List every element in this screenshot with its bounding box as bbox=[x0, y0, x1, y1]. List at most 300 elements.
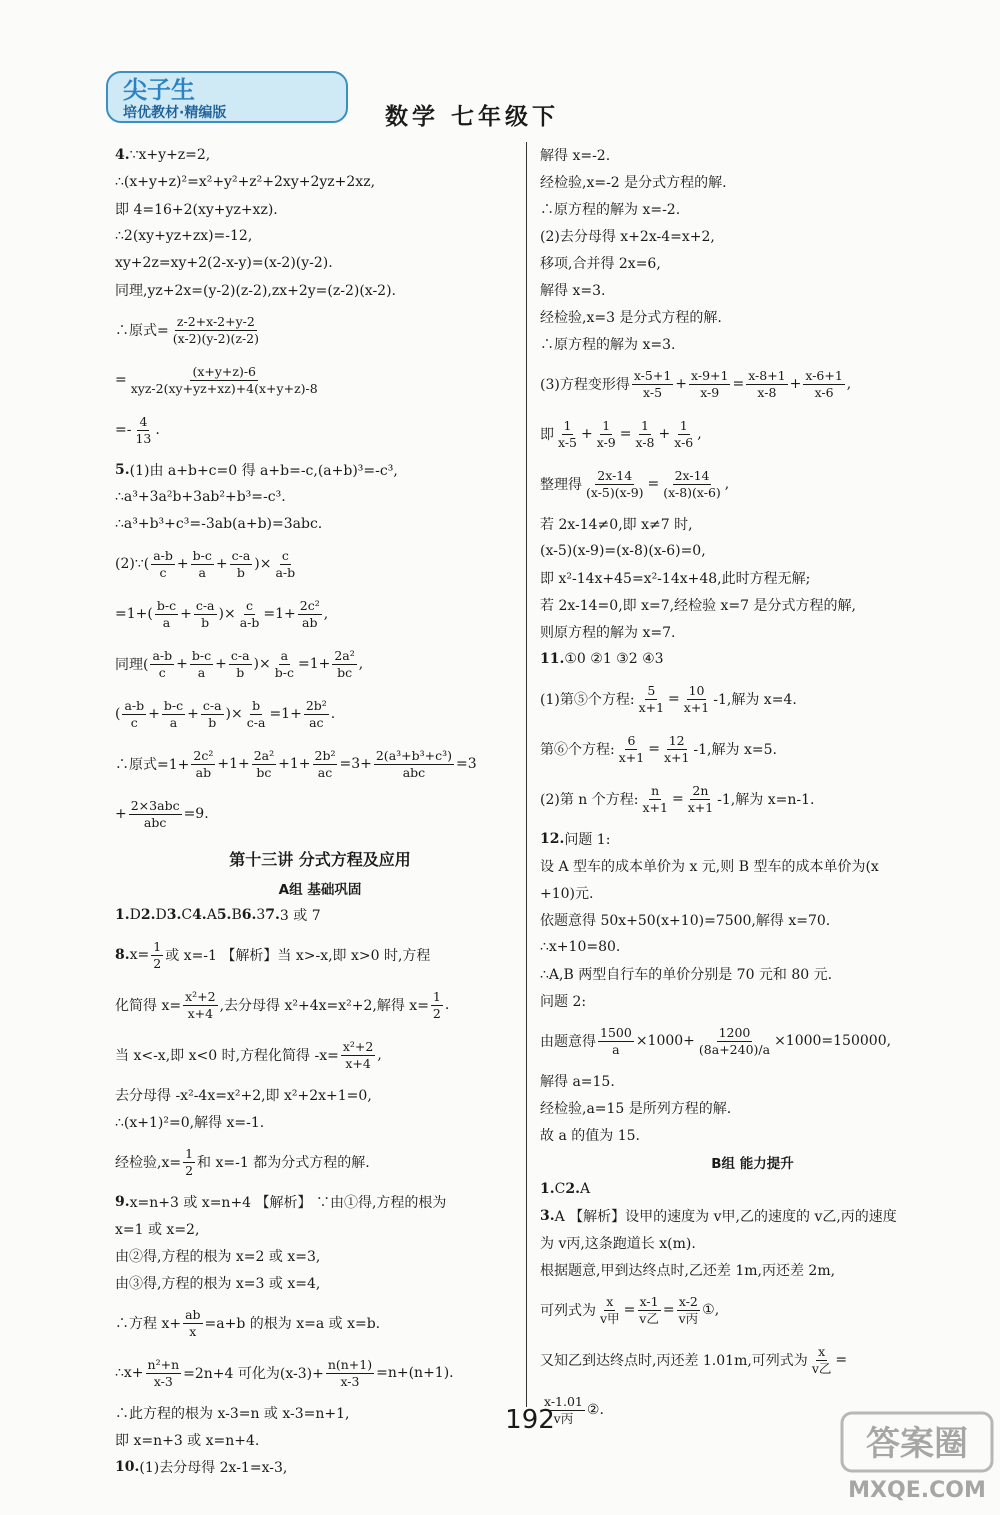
text-line bbox=[115, 357, 525, 403]
fraction bbox=[677, 1294, 701, 1326]
fraction-numerator: a-b bbox=[153, 547, 173, 563]
text-line bbox=[540, 1337, 965, 1383]
fraction bbox=[122, 698, 146, 730]
text-line bbox=[115, 1400, 525, 1426]
fraction bbox=[803, 368, 844, 400]
item-number: 2. bbox=[565, 1181, 580, 1197]
fraction bbox=[245, 698, 268, 730]
text-run: =3+ bbox=[339, 756, 372, 772]
text-line bbox=[540, 619, 965, 645]
fraction-numerator: 5 bbox=[647, 682, 656, 698]
text-run: 由题意得 bbox=[540, 1034, 596, 1050]
text-run: 即 4=16+2(xy+yz+xz). bbox=[115, 202, 278, 218]
fraction-numerator: 1500 bbox=[600, 1024, 632, 1040]
text-run: ∴此方程的根为 x-3=n 或 x-3=n+1, bbox=[115, 1406, 350, 1422]
text-line bbox=[540, 853, 965, 879]
fraction-numerator: b-c bbox=[163, 697, 184, 713]
text-run: 去分母得 -x²-4x=x²+2,即 x²+2x+1=0, bbox=[115, 1088, 372, 1104]
text-run: + bbox=[581, 426, 593, 442]
fraction-denominator: x-3 bbox=[340, 1373, 360, 1389]
fraction-denominator: c bbox=[158, 664, 166, 680]
fraction-denominator: bc bbox=[256, 764, 272, 780]
fraction bbox=[183, 1146, 195, 1178]
fraction bbox=[326, 1357, 374, 1389]
fraction-denominator: b bbox=[208, 714, 217, 730]
fraction-numerator: ab bbox=[185, 1306, 201, 1322]
fraction bbox=[155, 598, 178, 630]
fraction-denominator: b bbox=[201, 614, 210, 630]
logo-title: 尖子生 bbox=[123, 76, 195, 104]
text-line bbox=[540, 826, 965, 852]
text-run: , bbox=[846, 376, 852, 392]
text-run: 整理得 bbox=[540, 477, 582, 493]
book-title: 数学 七年级下 bbox=[385, 104, 560, 130]
text-run: A组 基础巩固 bbox=[278, 882, 362, 898]
fraction-numerator: 1 bbox=[563, 417, 572, 433]
text-line bbox=[115, 457, 525, 483]
text-run: )× bbox=[218, 606, 236, 622]
text-run: ∴A,B 两型自行车的单价分别是 70 元和 80 元. bbox=[540, 967, 833, 983]
text-run: 根据题意,甲到达终点时,乙还差 1m,丙还差 2m, bbox=[540, 1263, 836, 1279]
fraction-denominator: x+1 bbox=[683, 699, 710, 715]
text-run: 经检验,a=15 是所列方程的解. bbox=[540, 1101, 732, 1117]
fraction-denominator: x-8 bbox=[635, 434, 655, 450]
fraction bbox=[697, 1025, 772, 1057]
fraction bbox=[298, 598, 322, 630]
fraction bbox=[313, 748, 338, 780]
fraction-numerator: 2c² bbox=[299, 597, 320, 613]
text-line bbox=[115, 982, 525, 1028]
text-run: (3)方程变形得 bbox=[540, 377, 630, 393]
fraction bbox=[190, 648, 213, 680]
fraction-denominator: (x-5)(x-9) bbox=[586, 484, 644, 500]
fraction-denominator: x+4 bbox=[345, 1055, 371, 1071]
item-number: 4. bbox=[115, 147, 130, 163]
fraction bbox=[556, 418, 579, 450]
fraction bbox=[171, 314, 261, 346]
fraction bbox=[201, 698, 224, 730]
fraction-numerator: c bbox=[246, 597, 254, 613]
text-line bbox=[115, 1189, 525, 1215]
fraction bbox=[150, 648, 174, 680]
text-run: ∴x+ bbox=[115, 1365, 144, 1381]
fraction-numerator: 2b² bbox=[305, 697, 327, 713]
text-run: (x-5)(x-9)=(x-8)(x-6)=0, bbox=[540, 543, 706, 559]
fraction-numerator: b bbox=[252, 697, 261, 713]
text-line bbox=[540, 1176, 965, 1202]
fraction-denominator: abc bbox=[402, 764, 426, 780]
text-line bbox=[540, 1257, 965, 1283]
item-number: 2. bbox=[140, 907, 156, 923]
text-line bbox=[540, 1095, 965, 1121]
text-line bbox=[115, 307, 525, 353]
text-run: , bbox=[724, 476, 730, 492]
fraction-numerator: x-8+1 bbox=[748, 367, 786, 383]
text-line bbox=[540, 934, 965, 960]
text-run: 依题意得 50x+50(x+10)=7500,解得 x=70. bbox=[540, 913, 831, 929]
text-run: 3 或 7 bbox=[279, 908, 321, 924]
fraction-denominator: x+1 bbox=[642, 799, 668, 815]
text-run: , bbox=[697, 426, 702, 442]
page-number: 192 bbox=[505, 1405, 555, 1435]
text-run: x=n+3 或 x=n+4 【解析】 ∵由①得,方程的根为 bbox=[129, 1195, 447, 1211]
fraction-denominator: c-a bbox=[246, 714, 266, 730]
fraction bbox=[598, 1294, 622, 1326]
text-run: 同理,yz+2x=(y-2)(z-2),zx+2y=(z-2)(x-2). bbox=[115, 283, 397, 299]
fraction bbox=[238, 598, 262, 630]
fraction-denominator: x-5 bbox=[558, 434, 578, 450]
fraction-numerator: 1200 bbox=[718, 1024, 751, 1040]
text-run: 又知乙到达终点时,丙还差 1.01m,可列式为 bbox=[540, 1353, 808, 1369]
fraction-denominator: x+1 bbox=[638, 699, 665, 715]
text-run: )× bbox=[254, 556, 272, 572]
fraction-numerator: 2×3abc bbox=[130, 797, 180, 813]
fraction-numerator: 1 bbox=[641, 417, 649, 433]
text-run: = bbox=[671, 791, 684, 807]
fraction bbox=[689, 368, 730, 400]
text-run: 移项,合并得 2x=6, bbox=[540, 256, 661, 272]
text-line bbox=[115, 1350, 525, 1396]
text-run: 经检验,x=-2 是分式方程的解. bbox=[540, 175, 727, 191]
text-line bbox=[540, 646, 965, 672]
text-run: 设 A 型车的成本单价为 x 元,则 B 型车的成本单价为(x bbox=[540, 859, 879, 875]
text-run: , bbox=[323, 606, 329, 622]
text-run: 同理( bbox=[115, 657, 149, 673]
text-run: ∴a³+3a²b+3ab²+b³=-c³. bbox=[115, 489, 286, 505]
fraction-numerator: b-c bbox=[192, 547, 212, 563]
watermark-text: 答案圈 bbox=[866, 1424, 968, 1464]
text-run: A 【解析】设甲的速度为 v甲,乙的速度的 v乙,丙的速度 bbox=[554, 1209, 897, 1225]
text-run: =1+ bbox=[297, 656, 331, 672]
text-run: ∴原式=1+ bbox=[115, 757, 190, 773]
fraction-numerator: 1 bbox=[679, 417, 688, 433]
text-run: . bbox=[155, 422, 160, 438]
text-run: B组 能力提升 bbox=[711, 1156, 794, 1172]
fraction bbox=[810, 1344, 834, 1376]
fraction-denominator: x-6 bbox=[814, 384, 834, 400]
item-number: 1. bbox=[115, 907, 130, 923]
text-run: + bbox=[187, 706, 199, 722]
text-run: xy+2z=xy+2(2-x-y)=(x-2)(y-2). bbox=[115, 255, 333, 271]
text-run: D bbox=[129, 907, 141, 923]
text-run: 即 bbox=[540, 427, 554, 443]
fraction bbox=[617, 733, 646, 765]
text-run: ∴原方程的解为 x=-2. bbox=[540, 202, 681, 218]
text-run: 可列式为 bbox=[540, 1303, 596, 1319]
text-line bbox=[540, 776, 965, 822]
fraction bbox=[162, 698, 185, 730]
item-number: 3. bbox=[540, 1208, 555, 1224]
page-header bbox=[105, 68, 905, 128]
text-run: =1+ bbox=[263, 606, 296, 622]
text-run: 第十三讲 分式方程及应用 bbox=[229, 849, 411, 869]
text-run: = bbox=[732, 376, 745, 392]
fraction-numerator: (x+y+z)-6 bbox=[192, 363, 257, 379]
text-line bbox=[115, 142, 525, 168]
text-run: ∴原方程的解为 x=3. bbox=[540, 337, 676, 353]
text-run: =a+b 的根为 x=a 或 x=b. bbox=[204, 1316, 381, 1332]
item-number: 12. bbox=[540, 831, 565, 847]
text-line bbox=[115, 1082, 525, 1108]
item-number: 6. bbox=[241, 907, 257, 923]
text-run: 即 x=n+3 或 x=n+4. bbox=[115, 1433, 260, 1449]
text-run: (2)∵( bbox=[115, 556, 150, 572]
text-run: ,去分母得 x²+4x=x²+2,解得 x= bbox=[219, 998, 429, 1014]
text-run: ∴原式= bbox=[115, 323, 169, 339]
text-run: 问题 2: bbox=[540, 994, 587, 1010]
text-run: . bbox=[444, 997, 450, 1013]
text-run: A bbox=[579, 1181, 591, 1197]
text-line bbox=[540, 511, 965, 537]
fraction bbox=[230, 548, 253, 580]
fraction bbox=[183, 989, 218, 1021]
text-run: +1+ bbox=[278, 756, 311, 772]
fraction-denominator: x-5 bbox=[643, 384, 663, 400]
text-run: 第⑥个方程: bbox=[540, 742, 615, 758]
fraction bbox=[183, 1307, 202, 1339]
text-line bbox=[115, 741, 525, 787]
subsection-heading bbox=[115, 875, 525, 901]
fraction-numerator: z-2+x-2+y-2 bbox=[176, 313, 255, 329]
text-run: -1,解为 x=n-1. bbox=[717, 792, 815, 808]
item-number: 5. bbox=[115, 462, 130, 478]
fraction-denominator: 13 bbox=[135, 430, 152, 446]
fraction bbox=[637, 1294, 661, 1326]
fraction bbox=[304, 698, 329, 730]
fraction-denominator: a-b bbox=[239, 614, 260, 630]
fraction-numerator: a-b bbox=[152, 647, 173, 663]
item-number: 4. bbox=[192, 907, 207, 923]
fraction-numerator: x²+2 bbox=[185, 988, 216, 1004]
item-number: 1. bbox=[540, 1181, 555, 1197]
fraction-numerator: 2n bbox=[692, 782, 709, 798]
fraction-denominator: a bbox=[612, 1041, 620, 1057]
fraction-numerator: b-c bbox=[191, 647, 212, 663]
text-line bbox=[540, 304, 965, 330]
fraction bbox=[129, 364, 320, 396]
item-number: 9. bbox=[115, 1194, 130, 1210]
logo-subtitle: 培优教材·精编版 bbox=[123, 105, 227, 121]
fraction-denominator: b bbox=[236, 664, 245, 680]
text-run: ∴2(xy+yz+zx)=-12, bbox=[115, 228, 253, 244]
fraction-numerator: a bbox=[280, 647, 289, 663]
text-run: 由②得,方程的根为 x=2 或 x=3, bbox=[115, 1249, 321, 1265]
text-run: = bbox=[648, 741, 660, 757]
text-run: )× bbox=[225, 706, 243, 722]
fraction-numerator: x bbox=[606, 1293, 614, 1309]
text-line bbox=[115, 1427, 525, 1453]
text-run: A bbox=[206, 907, 217, 923]
fraction-denominator: x-3 bbox=[153, 1373, 173, 1389]
fraction bbox=[229, 648, 252, 680]
fraction-denominator: c bbox=[130, 714, 138, 730]
text-run: x= bbox=[129, 947, 150, 963]
text-line bbox=[540, 461, 965, 507]
text-run: 经检验,x= bbox=[115, 1155, 182, 1171]
text-run: 化简得 x= bbox=[115, 998, 182, 1014]
text-run: =1+( bbox=[115, 606, 153, 622]
fraction-denominator: ac bbox=[317, 764, 333, 780]
fraction bbox=[595, 418, 618, 450]
text-line bbox=[115, 250, 525, 276]
text-line bbox=[540, 565, 965, 591]
fraction bbox=[634, 418, 657, 450]
text-line bbox=[540, 1230, 965, 1256]
text-run: (1)第⑤个方程: bbox=[540, 692, 635, 708]
fraction-numerator: 2(a³+b³+c³) bbox=[375, 747, 453, 763]
text-line bbox=[540, 169, 965, 195]
fraction-denominator: 2 bbox=[153, 955, 162, 971]
text-run: + bbox=[215, 656, 227, 672]
text-run: + bbox=[176, 556, 189, 572]
fraction-numerator: b-c bbox=[156, 597, 177, 613]
text-run: ①0 ②1 ③2 ④3 bbox=[564, 651, 664, 667]
text-line bbox=[540, 676, 965, 722]
text-run: + bbox=[180, 606, 192, 622]
text-run: =- bbox=[115, 422, 132, 438]
text-run: + bbox=[115, 806, 127, 822]
fraction-numerator: 6 bbox=[627, 732, 636, 748]
fraction-numerator: 2c² bbox=[193, 747, 214, 763]
text-run: (2)去分母得 x+2x-4=x+2, bbox=[540, 229, 715, 245]
text-run: . bbox=[330, 706, 336, 722]
text-run: =3 bbox=[456, 756, 477, 772]
text-line bbox=[115, 932, 525, 978]
fraction-numerator: 1 bbox=[185, 1145, 194, 1161]
text-run: 若 2x-14=0,即 x=7,经检验 x=7 是分式方程的解, bbox=[540, 598, 856, 614]
text-run: (2)第 n 个方程: bbox=[540, 792, 639, 808]
text-run: + bbox=[148, 706, 160, 722]
item-number: 10. bbox=[115, 1459, 140, 1475]
text-run: C bbox=[554, 1181, 566, 1197]
fraction-denominator: bc bbox=[337, 664, 353, 680]
fraction-denominator: x+1 bbox=[618, 749, 645, 765]
item-number: 3. bbox=[166, 907, 182, 923]
text-line bbox=[540, 277, 965, 303]
fraction-denominator: v甲 bbox=[600, 1310, 620, 1326]
fraction-numerator: 2x-14 bbox=[597, 467, 633, 483]
text-run: = bbox=[623, 1302, 636, 1318]
text-run: 即 x²-14x+45=x²-14x+48,此时方程无解; bbox=[540, 571, 811, 587]
brand-logo bbox=[105, 68, 355, 126]
text-run: -1,解为 x=5. bbox=[693, 742, 777, 758]
text-run: 经检验,x=3 是分式方程的解. bbox=[540, 310, 722, 326]
fraction bbox=[341, 1039, 376, 1071]
fraction-denominator: a-b bbox=[275, 564, 296, 580]
text-run: 由③得,方程的根为 x=3 或 x=4, bbox=[115, 1276, 321, 1292]
fraction-denominator: x bbox=[189, 1323, 197, 1339]
fraction bbox=[133, 414, 153, 446]
text-run: ∵x+y+z=2, bbox=[129, 147, 211, 163]
item-number: 7. bbox=[265, 907, 280, 923]
fraction-denominator: c bbox=[159, 564, 167, 580]
fraction-denominator: x-9 bbox=[596, 434, 616, 450]
fraction-denominator: ab bbox=[195, 764, 212, 780]
text-line bbox=[115, 902, 525, 928]
fraction bbox=[686, 783, 715, 815]
fraction bbox=[332, 648, 356, 680]
text-run: 若 2x-14≠0,即 x≠7 时, bbox=[540, 517, 693, 533]
text-run: = bbox=[619, 426, 632, 442]
fraction-denominator: ac bbox=[309, 714, 324, 730]
text-line bbox=[115, 1109, 525, 1135]
fraction-denominator: x+4 bbox=[187, 1005, 214, 1021]
fraction bbox=[662, 733, 691, 765]
text-run: = bbox=[835, 1352, 848, 1368]
fraction bbox=[151, 548, 175, 580]
fraction bbox=[632, 368, 673, 400]
fraction-numerator: 2a² bbox=[253, 747, 275, 763]
text-run: ∴方程 x+ bbox=[115, 1316, 182, 1332]
fraction-denominator: x-6 bbox=[674, 434, 694, 450]
fraction-numerator: x-9+1 bbox=[691, 367, 729, 383]
text-run: , bbox=[377, 1047, 382, 1063]
text-run: = bbox=[668, 691, 680, 707]
fraction-numerator: x²+2 bbox=[342, 1038, 374, 1054]
fraction bbox=[640, 783, 669, 815]
text-run: C bbox=[181, 907, 193, 923]
text-run: )× bbox=[253, 656, 271, 672]
text-run: =n+(n+1). bbox=[376, 1365, 454, 1381]
left-column bbox=[115, 142, 525, 1481]
fraction bbox=[672, 418, 695, 450]
fraction bbox=[191, 548, 214, 580]
fraction-denominator: ab bbox=[302, 614, 318, 630]
fraction-numerator: 1 bbox=[602, 417, 611, 433]
text-line bbox=[115, 1243, 525, 1269]
text-run: 则原方程的解为 x=7. bbox=[540, 625, 676, 641]
section-heading bbox=[115, 845, 525, 871]
text-run: x=1 或 x=2, bbox=[115, 1222, 200, 1238]
text-run: 故 a 的值为 15. bbox=[540, 1128, 640, 1144]
text-run: = bbox=[647, 476, 660, 492]
fraction-denominator: v丙 bbox=[553, 1410, 574, 1426]
fraction-numerator: n(n+1) bbox=[327, 1356, 373, 1372]
fraction bbox=[191, 748, 215, 780]
text-line bbox=[540, 361, 965, 407]
fraction bbox=[273, 648, 296, 680]
text-run: (1)由 a+b+c=0 得 a+b=-c,(a+b)³=-c³, bbox=[129, 463, 398, 479]
fraction-numerator: x-6+1 bbox=[805, 367, 843, 383]
text-line bbox=[115, 277, 525, 303]
fraction-numerator: c-a bbox=[230, 647, 250, 663]
fraction-numerator: n²+n bbox=[147, 1356, 180, 1372]
fraction bbox=[374, 748, 454, 780]
fraction-numerator: 12 bbox=[668, 732, 685, 748]
text-run: ×1000+ bbox=[635, 1033, 695, 1049]
text-run: +10)元. bbox=[540, 886, 594, 902]
watermark-logo bbox=[838, 1405, 998, 1510]
fraction-denominator: xyz-2(xy+yz+xz)+4(x+y+z)-8 bbox=[130, 380, 318, 396]
fraction-numerator: 2a² bbox=[334, 647, 355, 663]
text-line bbox=[540, 196, 965, 222]
fraction-numerator: c-a bbox=[195, 597, 215, 613]
text-line bbox=[115, 223, 525, 249]
text-line bbox=[540, 142, 965, 168]
item-number: 11. bbox=[540, 651, 565, 667]
text-run: ②. bbox=[586, 1402, 604, 1418]
text-run: 当 x<-x,即 x<0 时,方程化简得 -x= bbox=[115, 1048, 339, 1064]
text-run: =2n+4 可化为(x-3)+ bbox=[183, 1366, 324, 1382]
text-run: (1)去分母得 2x-1=x-3, bbox=[139, 1460, 288, 1476]
right-column bbox=[540, 142, 965, 1437]
fraction-denominator: 2 bbox=[185, 1162, 194, 1178]
text-line bbox=[540, 1018, 965, 1064]
text-run: 解得 x=3. bbox=[540, 283, 606, 299]
text-line bbox=[540, 592, 965, 618]
text-run: 或 x=-1 【解析】当 x>-x,即 x>0 时,方程 bbox=[165, 948, 431, 964]
fraction-numerator: 1 bbox=[153, 938, 162, 954]
